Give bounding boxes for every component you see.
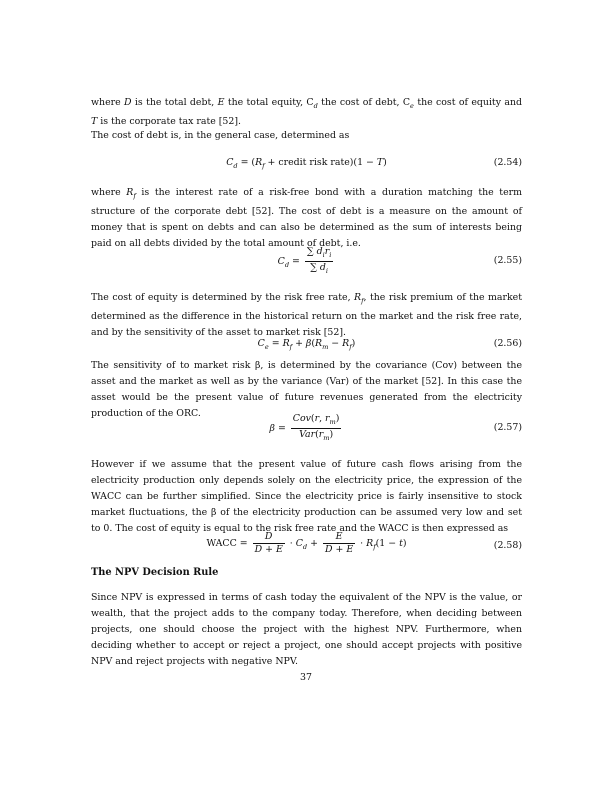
- equation-number: (2.56): [493, 338, 522, 349]
- equation-body: $C_e = R_f + \beta(R_m - R_f)$: [257, 338, 356, 351]
- paragraph-risk-free-rate: where $R_f$ is the interest rate of a risk-free bond with a duration matching the term structure of the corporate debt [52]. The cost of debt is a measure on the amount of money that is spent on debts and can also be determined as the sum of interests being paid on all debts divided by the total amount of debt, i.e.: [91, 187, 522, 249]
- equation-2-55: [91, 246, 522, 276]
- paragraph-cost-of-debt-intro: The cost of debt is, in the general case, determined as: [91, 130, 350, 141]
- paragraph-cost-of-equity: The cost of equity is determined by the risk free rate, $R_f$, the risk premium of the market determined as the difference in the historical return on the market and the risk free rate, and by the sensitivity of the asset to market risk [52].: [91, 292, 522, 338]
- equation-number: (2.55): [493, 255, 522, 266]
- equation-2-57: [91, 413, 522, 443]
- equation-body: WACC = $\frac{D}{D + E}$ · $C_d$ + $\frac{E}{D + E}$ · $R_f(1 - t)$: [206, 531, 407, 555]
- paragraph-npv-rule: Since NPV is expressed in terms of cash today the equivalent of the NPV is the value, or wealth, that the project adds to the company today. Therefore, when deciding between projects, one should choose the project with the highest NPV. Furthermore, when deciding whether to accept or reject a project, one should accept projects with positive NPV and reject projects with negative NPV.: [91, 592, 522, 667]
- paragraph-cost-definitions: where D is the total debt, E the total equity, $C_d$ the cost of debt, $C_e$ the cost of equity and T is the corporate tax rate [52].: [91, 97, 522, 127]
- paragraph-market-risk: The sensitivity of to market risk β, is determined by the covariance (Cov) between the asset and the market as well as by the variance (Var) of the market [52]. In this case the asset would be the present value of future revenues generated from the electricity production of the ORC.: [91, 360, 522, 419]
- equation-2-58: [91, 531, 522, 561]
- equation-body: β = $\frac{Cov(r, r_m)}{Var(r_m)}$: [269, 413, 340, 442]
- equation-number: (2.54): [493, 157, 522, 168]
- equation-number: (2.57): [493, 422, 522, 433]
- equation-body: $C_d$ = $\frac{\sum d_ir_i}{\sum d_i}$: [277, 246, 332, 275]
- page-number: 37: [300, 672, 312, 683]
- equation-2-54: [91, 155, 522, 181]
- equation-number: (2.58): [493, 540, 522, 551]
- equation-body: $C_d = (R_f$ + credit risk rate)(1 − T): [226, 157, 387, 170]
- section-heading: The NPV Decision Rule: [91, 567, 219, 578]
- paragraph-wacc-simplification: However if we assume that the present value of future cash flows arising from the electricity production only depends solely on the electricity price, the expression of the WACC can be further simplified. Since the electricity price is fairly insensitive to stock market fluctuations, the β of the electricity production can be assumed very low and set to 0. The cost of equity is equal to the risk free rate and the WACC is then expressed as: [91, 459, 522, 534]
